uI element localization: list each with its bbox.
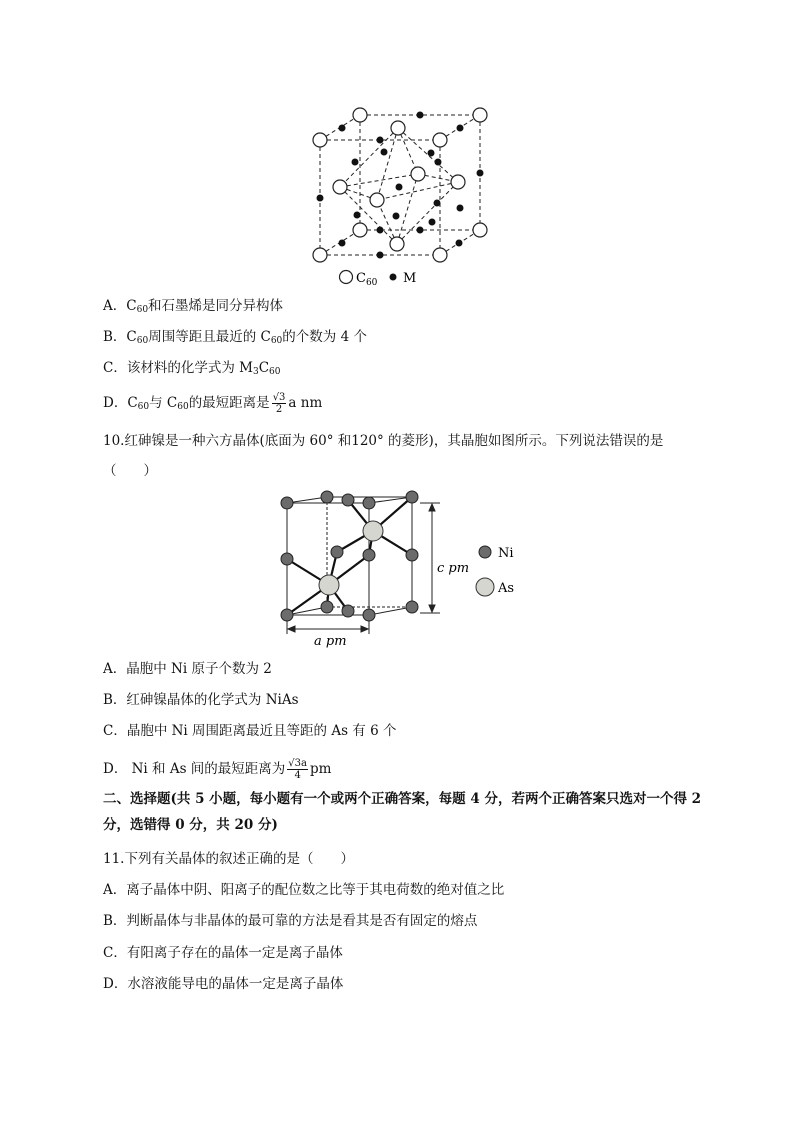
c60-lattice-figure [305,100,495,290]
q10-option-b[interactable]: B．红砷镍晶体的化学式为 NiAs [103,692,299,708]
q9-option-c[interactable]: C．该材料的化学式为 $M_3C_{60}$ [103,360,281,377]
c-dimension-label: c pm [437,561,470,576]
q11-option-a[interactable]: A．离子晶体中阴、阳离子的配位数之比等于其电荷数的绝对值之比 [103,882,505,898]
q10-option-a[interactable]: A．晶胞中 Ni 原子个数为 2 [103,661,272,677]
fraction: $\frac{√3}{2}$ [272,392,286,415]
q9-option-b[interactable]: B．$C_{60}$周围等距且最近的 $C_{60}$的个数为 4 个 [103,329,367,346]
q9-option-a[interactable]: A．$C_{60}$和石墨烯是同分异构体 [103,298,284,315]
q10-option-d[interactable]: D． Ni 和 As 间的最短距离为 $\frac{√3a}{4}$ pm [103,758,332,781]
legend-as-label: As [498,581,515,596]
q11-option-d[interactable]: D．水溶液能导电的晶体一定是离子晶体 [103,976,344,992]
fraction: $\frac{√3a}{4}$ [288,758,307,781]
nias-unit-cell-figure [270,488,530,653]
legend-c60-label: $C_{60}$ [356,271,378,288]
q11-option-c[interactable]: C．有阳离子存在的晶体一定是离子晶体 [103,945,343,961]
a-dimension-label: a pm [314,634,347,649]
legend-ni-label: Ni [498,546,514,561]
q9-option-d[interactable]: D．$C_{60}$与 $C_{60}$的最短距离是 $\frac{√3}{2}$ a nm [103,392,323,415]
q10-stem: 10.红砷镍是一种六方晶体(底面为 60° 和120° 的菱形)，其晶胞如图所示。下列说法错误的是 [103,433,664,449]
q11-stem: 11.下列有关晶体的叙述正确的是（ ） [103,851,354,867]
legend-m-label: M [403,271,417,286]
q10-answer-bracket: （ ） [103,463,157,479]
section-2-heading-cont: 分，选错得 0 分，共 20 分) [103,817,278,833]
section-2-heading: 二、选择题(共 5 小题，每小题有一个或两个正确答案，每题 4 分，若两个正确答案只选对一个得 2 [103,791,702,807]
q10-option-c[interactable]: C．晶胞中 Ni 周围距离最近且等距的 As 有 6 个 [103,723,397,739]
q11-option-b[interactable]: B．判断晶体与非晶体的最可靠的方法是看其是否有固定的熔点 [103,913,478,929]
